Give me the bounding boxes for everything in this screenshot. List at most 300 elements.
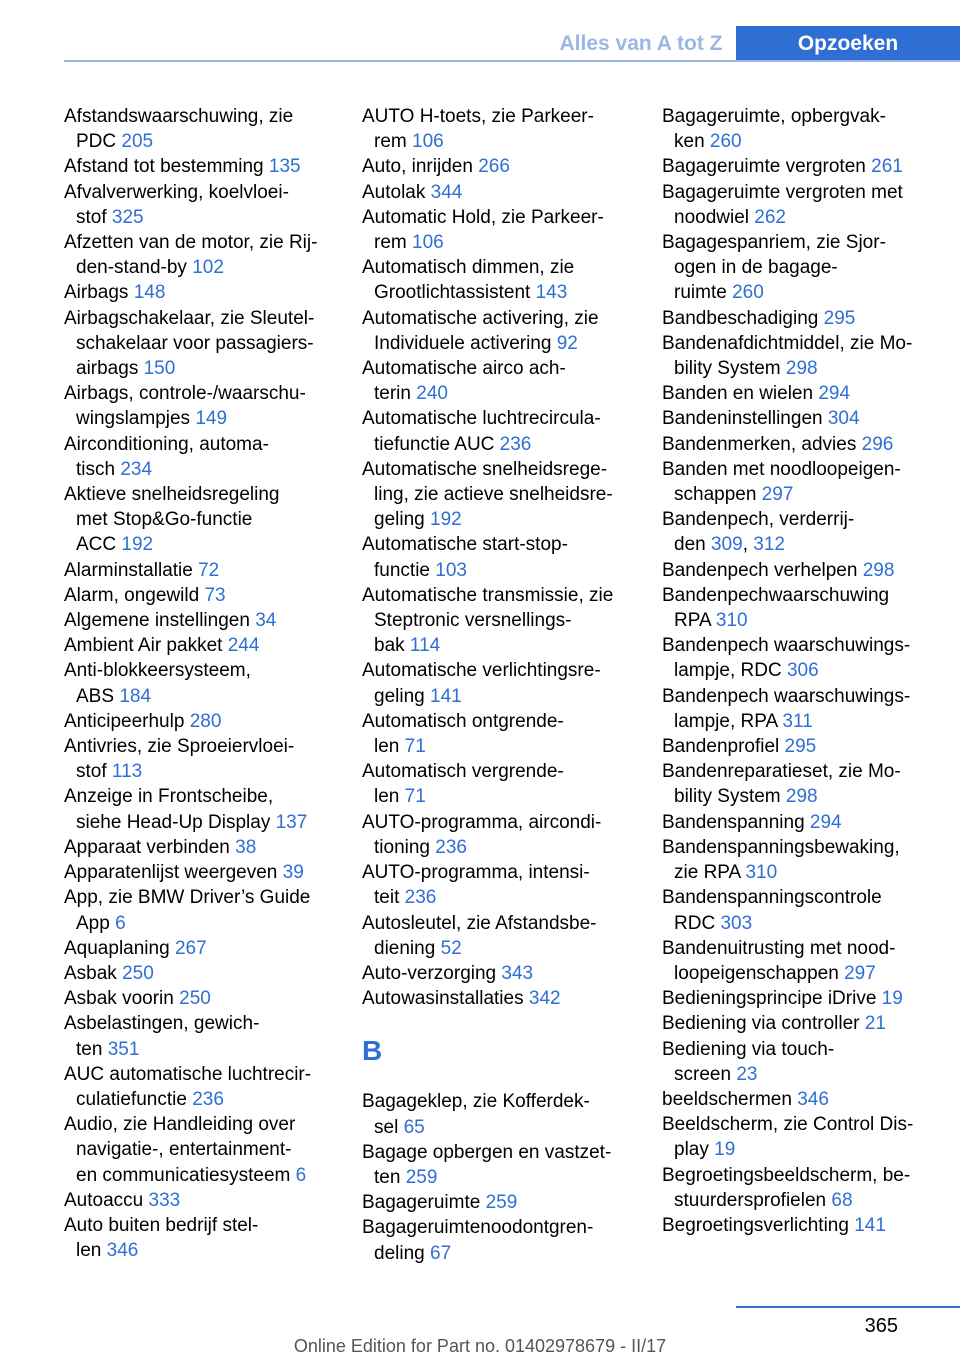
page-link[interactable]: 19: [714, 1139, 736, 1161]
entry-text: ten: [76, 1038, 108, 1060]
page-link[interactable]: 73: [204, 584, 226, 606]
index-entry: [662, 986, 932, 1011]
entry-text: Bandbeschadiging: [662, 307, 824, 329]
entry-text: Bagageruimte, opbergvak-: [662, 106, 886, 127]
index-entry: [64, 280, 334, 305]
entry-text: App: [76, 912, 116, 934]
entry-text: Autowasinstallaties: [362, 988, 529, 1010]
entry-text: len: [374, 736, 405, 758]
index-entry: [64, 306, 334, 382]
page-link[interactable]: 303: [720, 912, 753, 934]
page-link[interactable]: 297: [761, 484, 794, 506]
index-entry: [662, 381, 932, 406]
entry-text: stof: [76, 761, 112, 783]
page-link[interactable]: 306: [786, 660, 819, 682]
entry-text: Bagageruimte vergroten met: [662, 181, 903, 203]
footer-rule: [736, 1306, 960, 1308]
index-entry: [362, 205, 632, 255]
page-link[interactable]: 295: [823, 307, 856, 329]
page-link[interactable]: 234: [120, 458, 153, 480]
page-header: [0, 0, 960, 62]
index-entry: [362, 1140, 632, 1190]
entry-text: lampje, RDC: [674, 660, 787, 682]
entry-text: Bandenspanningsbewaking,: [662, 836, 900, 858]
entry-text: Beeldscherm, zie Control Dis-: [662, 1114, 914, 1136]
entry-text: en communicatiesysteem: [76, 1164, 296, 1186]
page-link[interactable]: 244: [227, 635, 260, 657]
page-link[interactable]: 309: [710, 534, 743, 556]
entry-text: Asbelastingen, gewich-: [64, 1013, 260, 1035]
entry-text: RPA: [674, 610, 716, 632]
index-entry: [64, 482, 334, 558]
page-link[interactable]: 344: [430, 181, 463, 203]
entry-text: Afstandswaarschuwing, zie: [64, 106, 294, 127]
entry-text: Aquaplaning: [64, 937, 175, 959]
page-link[interactable]: 310: [745, 862, 778, 884]
page-link[interactable]: 342: [528, 988, 561, 1010]
page-link[interactable]: 184: [119, 685, 152, 707]
index-column-3: [662, 104, 932, 1238]
index-entry: [64, 961, 334, 986]
page-link[interactable]: 143: [535, 282, 568, 304]
entry-text: sel: [374, 1116, 404, 1138]
page-link[interactable]: 106: [412, 232, 444, 254]
entry-text: siehe Head-Up Display: [76, 811, 276, 833]
entry-text: Afstand tot bestemming: [64, 156, 269, 178]
index-entry: [362, 104, 632, 154]
page-link[interactable]: 92: [556, 332, 578, 354]
page-link[interactable]: 333: [148, 1189, 181, 1211]
entry-text: Algemene instellingen: [64, 610, 256, 632]
page-link[interactable]: 346: [106, 1240, 139, 1262]
index-entry: [362, 180, 632, 205]
page-link[interactable]: 295: [784, 736, 817, 758]
entry-text: Ambient Air pakket: [64, 635, 228, 657]
index-entry: [64, 1112, 334, 1188]
index-entry: [662, 230, 932, 306]
index-entry: [662, 457, 932, 507]
entry-text: Automatische airco ach-: [362, 358, 566, 380]
page-link[interactable]: 236: [499, 433, 532, 455]
index-entry: [362, 532, 632, 582]
entry-text: ken: [674, 131, 710, 153]
entry-text: Audio, zie Handleiding over: [64, 1114, 296, 1136]
index-entry: [64, 1062, 334, 1112]
page-link[interactable]: 150: [143, 358, 176, 380]
entry-text: Bandenreparatieset, zie Mo-: [662, 761, 901, 783]
entry-text: bility System: [674, 358, 786, 380]
index-entry: [64, 154, 334, 179]
entry-text: Automatic Hold, zie Parkeer-: [362, 206, 604, 228]
entry-text: Automatische start-stop-: [362, 534, 568, 556]
page-link[interactable]: 298: [785, 358, 818, 380]
page-link[interactable]: 67: [430, 1242, 452, 1264]
entry-text: Afzetten van de motor, zie Rij-: [64, 232, 318, 254]
entry-text: tiefunctie AUC: [374, 433, 500, 455]
index-entry: [662, 1112, 932, 1162]
page-link[interactable]: 205: [121, 131, 154, 153]
entry-text: rem: [374, 232, 412, 254]
entry-text: tioning: [374, 836, 436, 858]
index-entry: [362, 911, 632, 961]
entry-text: Banden en wielen: [662, 383, 819, 405]
index-entry: [662, 104, 932, 154]
entry-text: Airbags, controle-/waarschu-: [64, 383, 306, 405]
index-entry: [64, 230, 334, 280]
page-link[interactable]: 52: [440, 937, 462, 959]
index-entry: [662, 180, 932, 230]
index-entry: [64, 860, 334, 885]
page-link[interactable]: 39: [282, 862, 304, 884]
entry-text: den-stand-by: [76, 257, 193, 279]
page-link[interactable]: 19: [881, 988, 903, 1010]
entry-text: geling: [374, 509, 430, 531]
page-link[interactable]: 259: [405, 1166, 438, 1188]
entry-text: bility System: [674, 786, 786, 808]
index-entry: [64, 658, 334, 708]
page-link[interactable]: 260: [709, 131, 742, 153]
page-link[interactable]: 149: [195, 408, 228, 430]
index-column-2: [362, 104, 632, 1266]
entry-text: Autolak: [362, 181, 431, 203]
page-link[interactable]: 297: [844, 962, 876, 984]
entry-text: Airbagschakelaar, zie Sleutel-: [64, 307, 315, 329]
entry-text: Bandenspanningscontrole: [662, 887, 882, 909]
page-link[interactable]: 71: [404, 736, 426, 758]
entry-text: noodwiel: [674, 206, 755, 228]
page-link[interactable]: 325: [111, 206, 144, 228]
page-link[interactable]: 261: [871, 156, 903, 178]
entry-text: Alarminstallatie: [64, 559, 199, 581]
page-link[interactable]: 343: [501, 962, 534, 984]
page-link[interactable]: 148: [133, 282, 166, 304]
page-link[interactable]: 6: [115, 912, 126, 934]
entry-text: Automatische luchtrecircula-: [362, 408, 601, 430]
page-link[interactable]: 23: [736, 1063, 758, 1085]
page-link[interactable]: 294: [818, 383, 851, 405]
index-entry: [362, 759, 632, 809]
entry-text: navigatie-, entertainment-: [76, 1139, 292, 1161]
entry-text: AUC automatische luchtrecir-: [64, 1063, 312, 1085]
index-entry: [362, 255, 632, 305]
page-link[interactable]: 294: [809, 811, 842, 833]
entry-text: Airconditioning, automa-: [64, 433, 269, 455]
entry-text: ogen in de bagage-: [674, 257, 838, 279]
index-entry: [64, 784, 334, 834]
entry-text: len: [374, 786, 405, 808]
entry-text: App, zie BMW Driver’s Guide: [64, 887, 311, 909]
index-entry: [362, 583, 632, 659]
entry-text: Bagage opbergen en vastzet-: [362, 1141, 612, 1163]
entry-text: RDC: [674, 912, 721, 934]
page-link[interactable]: 296: [861, 433, 894, 455]
page-link[interactable]: 266: [478, 156, 510, 178]
entry-text: Bandenuitrusting met nood-: [662, 937, 896, 959]
page-link[interactable]: 250: [122, 962, 154, 984]
index-entry: [662, 936, 932, 986]
index-entry: [64, 1213, 334, 1263]
index-entry: [662, 1037, 932, 1087]
page-link[interactable]: 262: [754, 206, 786, 228]
index-entry: [64, 381, 334, 431]
entry-text: Aktieve snelheidsregeling: [64, 484, 280, 506]
index-entry: [362, 860, 632, 910]
index-entry: [64, 709, 334, 734]
page-link[interactable]: 267: [174, 937, 207, 959]
entry-text: Bandenspanning: [662, 811, 810, 833]
page-link[interactable]: 310: [715, 610, 748, 632]
page-link[interactable]: 298: [862, 559, 895, 581]
page-link[interactable]: 259: [485, 1192, 518, 1214]
entry-text: play: [674, 1139, 715, 1161]
page-link[interactable]: 311: [782, 710, 813, 732]
page-link[interactable]: 280: [189, 710, 222, 732]
edition-note: Online Edition for Part no. 01402978679 - II/17: [293, 1336, 667, 1356]
index-entry: [662, 684, 932, 734]
page-link[interactable]: 141: [430, 685, 462, 707]
page-link[interactable]: 114: [409, 635, 441, 657]
index-entry: [662, 432, 932, 457]
index-entry: [662, 734, 932, 759]
page-link[interactable]: 102: [192, 257, 224, 279]
page-link[interactable]: 38: [235, 836, 257, 858]
index-entry: [662, 406, 932, 431]
index-entry: [362, 986, 632, 1011]
entry-text: Bediening via touch-: [662, 1038, 835, 1060]
entry-text: Automatische transmissie, zie: [362, 584, 614, 606]
page-link[interactable]: 192: [430, 509, 462, 531]
entry-text: screen: [674, 1063, 737, 1085]
index-entry: [64, 1011, 334, 1061]
index-entry: [362, 1215, 632, 1265]
index-entry: [64, 734, 334, 784]
index-entry: [662, 583, 932, 633]
index-entry: [362, 961, 632, 986]
page-link[interactable]: 21: [864, 1013, 886, 1035]
entry-text: Bandeninstellingen: [662, 408, 828, 430]
entry-text: ling, zie actieve snelheidsre-: [374, 484, 613, 506]
entry-text: geling: [374, 685, 430, 707]
index-entry: [64, 583, 334, 608]
entry-text: schakelaar voor passagiers-: [76, 332, 314, 354]
entry-text: ten: [374, 1166, 406, 1188]
index-entry: [362, 457, 632, 533]
index-entry: [362, 406, 632, 456]
entry-text: airbags: [76, 358, 144, 380]
entry-text: ruimte: [674, 282, 733, 304]
entry-text: zie RPA: [674, 862, 746, 884]
page-link[interactable]: 141: [854, 1214, 886, 1236]
page-link[interactable]: 240: [416, 383, 448, 405]
index-entry: [662, 810, 932, 835]
page-link[interactable]: 351: [107, 1038, 140, 1060]
page-link[interactable]: 346: [797, 1088, 829, 1110]
entry-text: Automatische activering, zie: [362, 307, 599, 329]
entry-text: ABS: [76, 685, 120, 707]
entry-text: deling: [374, 1242, 430, 1264]
index-entry: [662, 558, 932, 583]
index-entry: [362, 810, 632, 860]
index-entry: [64, 936, 334, 961]
page-link[interactable]: 260: [732, 282, 764, 304]
entry-text: Bandenmerken, advies: [662, 433, 862, 455]
entry-text: Bedieningsprincipe iDrive: [662, 988, 882, 1010]
entry-text: Airbags: [64, 282, 134, 304]
entry-text: Autoaccu: [64, 1189, 149, 1211]
index-entry: [64, 558, 334, 583]
entry-text: lampje, RPA: [674, 710, 783, 732]
page-link[interactable]: 106: [412, 131, 444, 153]
entry-text: Steptronic versnellings-: [374, 610, 572, 632]
entry-text: Automatisch dimmen, zie: [362, 257, 575, 279]
entry-text: bak: [374, 635, 410, 657]
entry-text: Auto-verzorging: [362, 962, 502, 984]
entry-text: len: [76, 1240, 107, 1262]
entry-text: Antivries, zie Sproeiervloei-: [64, 736, 295, 758]
entry-text: Alarm, ongewild: [64, 584, 205, 606]
index-entry: [662, 1087, 932, 1112]
page-link[interactable]: 72: [198, 559, 220, 581]
entry-text: Apparaat verbinden: [64, 836, 236, 858]
entry-text: Automatisch ontgrende-: [362, 710, 564, 732]
entry-text: Banden met noodloopeigen-: [662, 458, 901, 480]
page-link[interactable]: 6: [295, 1164, 307, 1186]
page-link[interactable]: 192: [121, 534, 154, 556]
entry-text: Bandenafdichtmiddel, zie Mo-: [662, 332, 913, 354]
entry-text: Asbak voorin: [64, 988, 180, 1010]
page-link[interactable]: 34: [255, 610, 277, 632]
index-entry: [64, 104, 334, 154]
entry-text: Bagagespanriem, zie Sjor-: [662, 232, 886, 254]
entry-text: Bandenpech, verderrij-: [662, 509, 855, 531]
index-entry: [362, 1089, 632, 1139]
entry-text: stof: [76, 206, 112, 228]
page-link[interactable]: 312: [753, 534, 785, 556]
entry-text: Bediening via controller: [662, 1013, 865, 1035]
page-link[interactable]: 68: [831, 1189, 853, 1211]
entry-text: Auto buiten bedrijf stel-: [64, 1214, 259, 1236]
page-link[interactable]: 304: [827, 408, 860, 430]
entry-text: AUTO H-toets, zie Parkeer-: [362, 106, 594, 127]
entry-text: Begroetingsbeeldscherm, be-: [662, 1164, 911, 1186]
page-link[interactable]: 236: [435, 836, 467, 858]
entry-text: Begroetingsverlichting: [662, 1214, 855, 1236]
entry-text: Bagageklep, zie Kofferdek-: [362, 1091, 590, 1113]
index-letter-heading: B: [362, 1035, 383, 1067]
index-entry: [64, 885, 334, 935]
entry-text: Anti-blokkeersysteem,: [64, 660, 251, 682]
entry-text: Bagageruimte: [362, 1192, 486, 1214]
entry-text: loopeigenschappen: [674, 962, 845, 984]
entry-text: wingslampjes: [76, 408, 196, 430]
index-entry: [64, 180, 334, 230]
index-entry: [662, 1163, 932, 1213]
page-link[interactable]: 298: [785, 786, 818, 808]
index-entry: [362, 154, 632, 179]
entry-text: Anzeige in Frontscheibe,: [64, 786, 274, 808]
index-entry: [362, 658, 632, 708]
entry-text: Bandenprofiel: [662, 736, 785, 758]
page-link[interactable]: 236: [404, 887, 437, 909]
index-entry: [64, 986, 334, 1011]
index-entry: [662, 633, 932, 683]
header-rule: [64, 60, 960, 62]
entry-text: Bagageruimtenoodontgren-: [362, 1217, 594, 1239]
index-entry: [662, 154, 932, 179]
entry-text: ACC: [76, 534, 122, 556]
entry-text: Bandenpech verhelpen: [662, 559, 863, 581]
index-entry: [64, 633, 334, 658]
entry-text: met Stop&Go-functie: [76, 509, 253, 531]
entry-text: teit: [374, 887, 405, 909]
entry-text: Individuele activering: [374, 332, 557, 354]
page-link[interactable]: 135: [268, 156, 301, 178]
index-entry: [662, 885, 932, 935]
page-link[interactable]: 65: [403, 1116, 425, 1138]
entry-text: stuurdersprofielen: [674, 1189, 832, 1211]
entry-text: Anticipeerhulp: [64, 710, 190, 732]
entry-text: Automatische verlichtingsre-: [362, 660, 601, 682]
entry-text: Auto, inrijden: [362, 156, 479, 178]
index-entry: [362, 306, 632, 356]
page-link[interactable]: 236: [192, 1088, 224, 1110]
entry-text: Apparatenlijst weergeven: [64, 862, 283, 884]
entry-text: Bagageruimte vergroten: [662, 156, 872, 178]
page-number: 365: [864, 1315, 898, 1337]
tab-opzoeken[interactable]: Opzoeken: [736, 26, 960, 62]
entry-text: diening: [374, 937, 441, 959]
entry-text: tisch: [76, 458, 121, 480]
entry-text: Bandenpech waarschuwings-: [662, 685, 911, 707]
entry-text: Bandenpech waarschuwings-: [662, 635, 911, 657]
index-entry: Bandenpech, verderrij- den 309, 312: [662, 509, 855, 556]
section-title: Alles van A tot Z: [559, 32, 723, 55]
entry-text: culatiefunctie: [76, 1088, 193, 1110]
entry-text: Asbak: [64, 962, 123, 984]
index-entry: [64, 432, 334, 482]
entry-text: functie: [374, 559, 436, 581]
index-entry: [662, 1011, 932, 1036]
index-entry: [64, 1188, 334, 1213]
page-link[interactable]: 250: [179, 988, 211, 1010]
page-link[interactable]: 71: [404, 786, 426, 808]
entry-text: Automatisch vergrende-: [362, 761, 564, 783]
entry-text: AUTO-programma, intensi-: [362, 862, 590, 884]
entry-text: Grootlichtassistent: [374, 282, 536, 304]
page-link[interactable]: 113: [111, 761, 143, 783]
page-link[interactable]: 103: [435, 559, 467, 581]
entry-text: beeldschermen: [662, 1088, 798, 1110]
entry-text: Autosleutel, zie Afstandsbe-: [362, 912, 597, 934]
entry-text: AUTO-programma, aircondi-: [362, 811, 602, 833]
entry-text: rem: [374, 131, 412, 153]
index-entry: [64, 608, 334, 633]
index-entry: [662, 306, 932, 331]
index-entry: [662, 331, 932, 381]
entry-text: terin: [374, 383, 417, 405]
entry-text: den: [674, 534, 711, 556]
index-entry: [362, 709, 632, 759]
page-link[interactable]: 137: [275, 811, 308, 833]
index-entry: [64, 835, 334, 860]
index-entry: [662, 759, 932, 809]
index-column-1: [64, 104, 334, 1263]
index-entry: [362, 356, 632, 406]
index-entry: [662, 835, 932, 885]
entry-text: Automatische snelheidsrege-: [362, 458, 608, 480]
entry-text: Bandenpechwaarschuwing: [662, 584, 890, 606]
entry-text: schappen: [674, 484, 762, 506]
